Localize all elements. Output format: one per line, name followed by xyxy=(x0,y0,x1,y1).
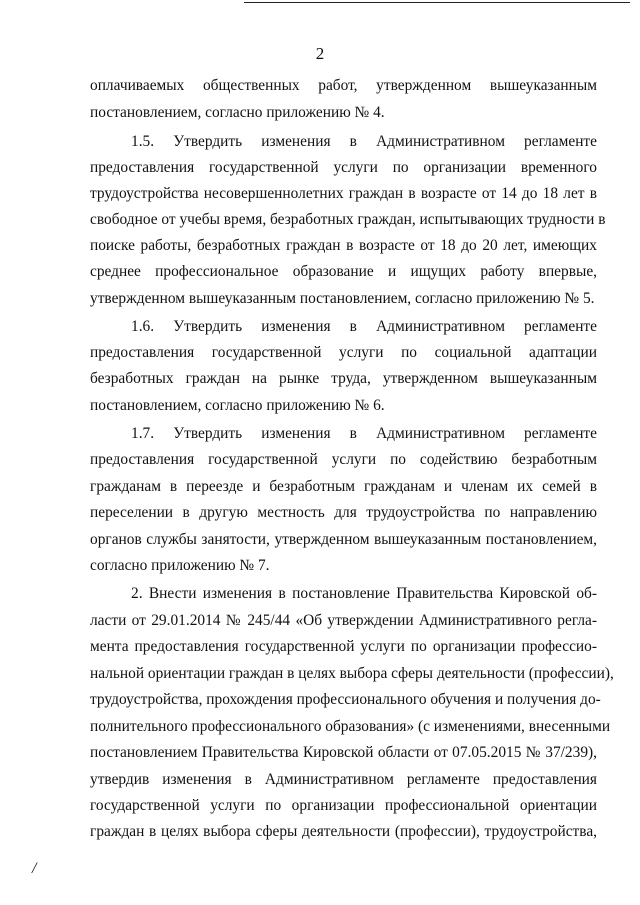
text-line: граждан в целях выбора сферы деятельности (профессии), трудоустройства, xyxy=(90,823,597,840)
text-line: полнительного профессионального образования» (с изменениями, внесенными xyxy=(90,718,611,735)
text-line: нальной ориентации граждан в целях выбора сферы деятельности (профессии), xyxy=(90,665,614,682)
text-line: 2. Внести изменения в постановление Правительства Кировской об- xyxy=(131,585,597,602)
text-line: постановлением, согласно приложению № 6. xyxy=(90,397,385,414)
text-line: переселении в другую местность для трудоустройства по направлению xyxy=(90,504,597,521)
text-line: предоставления государственной услуги по социальной адаптации xyxy=(90,344,597,361)
text-line: предоставления государственной услуги по содействию безработным xyxy=(90,451,597,468)
text-line: постановлением Правительства Кировской области от 07.05.2015 № 37/239), xyxy=(90,744,597,761)
text-line: утвердив изменения в Административном регламенте предоставления xyxy=(90,771,597,788)
text-line: гражданам в переезде и безработным гражданам и членам их семей в xyxy=(90,478,597,495)
top-rule xyxy=(244,2,630,3)
text-line: поиске работы, безработных граждан в возрасте от 18 до 20 лет, имеющих xyxy=(90,237,597,254)
text-line: 1.7. Утвердить изменения в Административном регламенте xyxy=(131,425,597,442)
text-line: предоставления государственной услуги по организации временного xyxy=(90,159,597,176)
text-line: трудоустройства несовершеннолетних граждан в возрасте от 14 до 18 лет в xyxy=(90,185,597,202)
text-line: мента предоставления государственной услуги по организации профессио- xyxy=(90,638,597,655)
text-line: 1.6. Утвердить изменения в Административном регламенте xyxy=(131,318,597,335)
text-line: государственной услуги по организации профессиональной ориентации xyxy=(90,797,597,814)
text-line: утвержденном вышеуказанным постановлением, согласно приложению № 5. xyxy=(90,290,595,307)
corner-mark: / xyxy=(32,860,37,877)
text-line: согласно приложению № 7. xyxy=(90,557,270,574)
text-line: постановлением, согласно приложению № 4. xyxy=(90,104,385,121)
page-number: 2 xyxy=(315,44,325,63)
text-line: оплачиваемых общественных работ, утвержденном вышеуказанным xyxy=(90,77,597,94)
text-line: органов службы занятости, утвержденном вышеуказанным постановлением, xyxy=(90,531,597,548)
text-line: трудоустройства, прохождения профессионального обучения и получения до- xyxy=(90,691,601,708)
text-line: среднее профессиональное образование и ищущих работу впервые, xyxy=(90,263,597,280)
text-line: 1.5. Утвердить изменения в Административном регламенте xyxy=(131,133,597,150)
text-line: свободное от учебы время, безработных граждан, испытывающих трудности в xyxy=(90,211,606,228)
text-line: безработных граждан на рынке труда, утвержденном вышеуказанным xyxy=(90,370,597,387)
text-line: ласти от 29.01.2014 № 245/44 «Об утверждении Административного регла- xyxy=(90,612,597,629)
